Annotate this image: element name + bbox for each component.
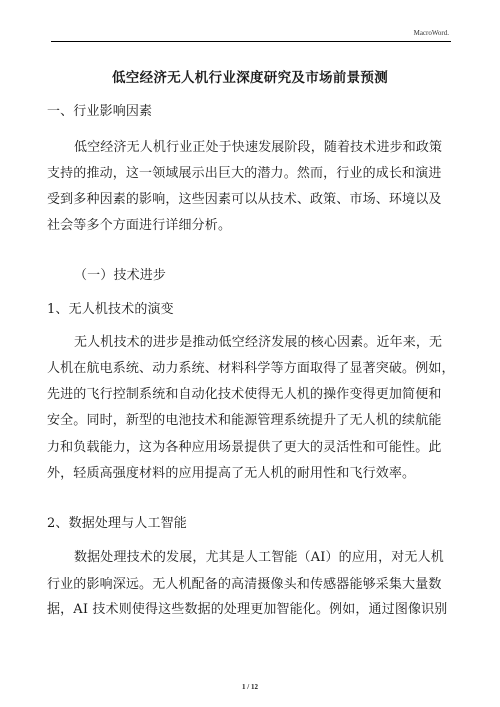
paragraph-line: 社会等多个方面进行详细分析。: [47, 218, 232, 233]
paragraph-line: 受到多种因素的影响，这些因素可以从技术、政策、市场、环境以及: [47, 192, 442, 207]
subsection-heading: （一）技术进步: [74, 268, 167, 283]
paragraph-line: 先进的飞行控制系统和自动化技术使得无人机的操作变得更加简便和: [47, 387, 442, 402]
item-heading: 1、无人机技术的演变: [47, 302, 174, 317]
section-heading: 一、行业影响因素: [47, 104, 153, 119]
page-number: 1 / 12: [242, 683, 258, 691]
paragraph-line: 数据处理技术的发展，尤其是人工智能（AI）的应用，对无人机: [74, 550, 444, 565]
page-header-brand: MacroWord.: [413, 29, 449, 37]
paragraph-line: 低空经济无人机行业正处于快速发展阶段，随着技术进步和政策: [74, 140, 443, 155]
document-title: 低空经济无人机行业深度研究及市场前景预测: [112, 70, 388, 86]
paragraph-line: 支持的推动，这一领域展示出巨大的潜力。然而，行业的成长和演进: [47, 166, 442, 181]
paragraph-line: 力和负载能力，这为各种应用场景提供了更大的灵活性和可能性。此: [47, 440, 442, 455]
item-heading: 2、数据处理与人工智能: [47, 516, 187, 531]
paragraph-line: 安全。同时，新型的电池技术和能源管理系统提升了无人机的续航能: [47, 413, 442, 428]
paragraph-line: 行业的影响深远。无人机配备的高清摄像头和传感器能够采集大量数: [47, 577, 442, 592]
paragraph-line: 无人机技术的进步是推动低空经济发展的核心因素。近年来，无: [74, 335, 443, 350]
page-header-rule: [51, 41, 451, 42]
paragraph-line: 据，AI 技术则使得这些数据的处理更加智能化。例如，通过图像识别: [47, 602, 448, 617]
paragraph-line: 人机在航电系统、动力系统、材料科学等方面取得了显著突破。例如，: [47, 361, 455, 376]
paragraph-line: 外，轻质高强度材料的应用提高了无人机的耐用性和飞行效率。: [47, 466, 416, 481]
